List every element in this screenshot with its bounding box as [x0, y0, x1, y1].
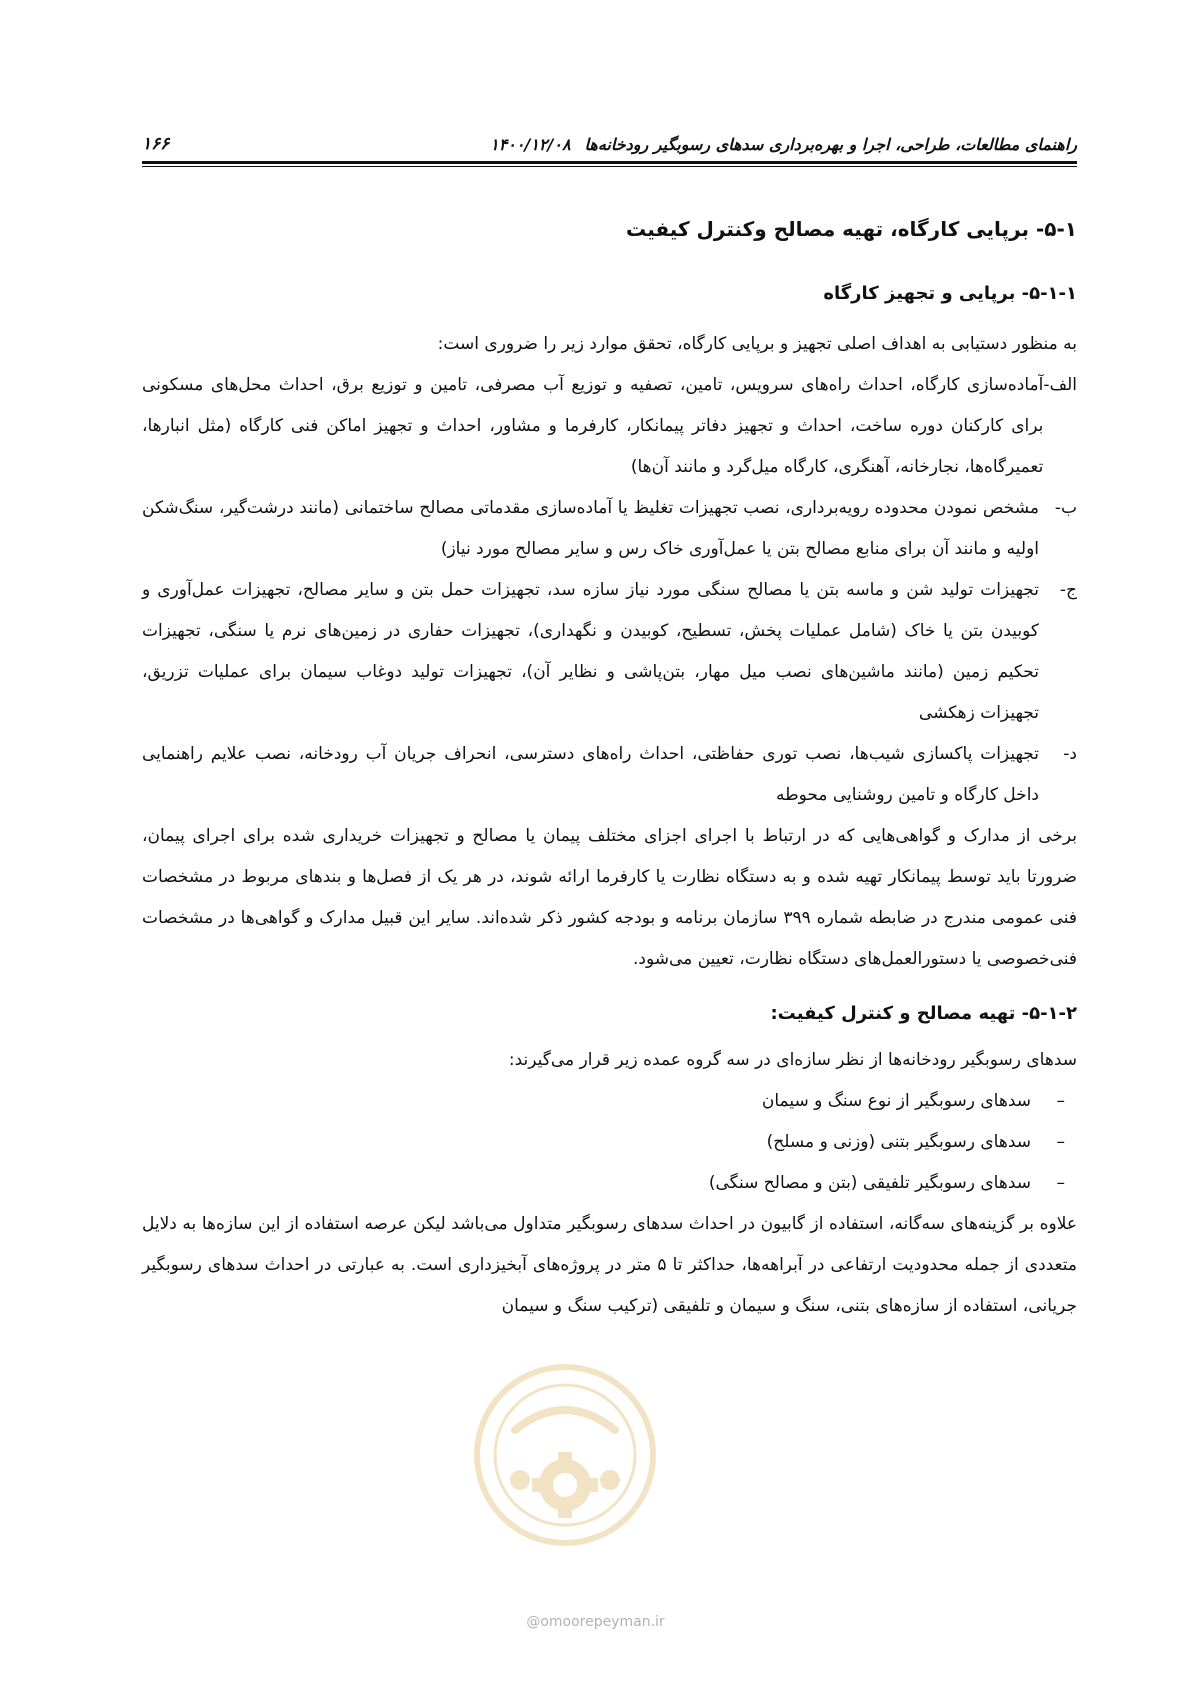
document-body	[142, 200, 1077, 1327]
list-item-label: ج-	[1059, 580, 1077, 600]
watermark-site: @omoorepeyman.ir	[526, 1614, 665, 1630]
header-date: ۱۴۰۰/۱۲/۰۸	[490, 135, 571, 154]
list-item-dal	[142, 734, 1077, 816]
list-item-text: تجهیزات تولید شن و ماسه بتن یا مصالح سنگی مورد نیاز سازه سد، تجهیزات حمل بتن و سایر مصالح، تجهیزات عمل‌آوری و کوبیدن بتن یا خاک (شامل عملیات پخش، تسطیح، کوبیدن و نگهداری)، تجهیزات حفاری در زمین‌های نرم یا سنگی، تجهیزات تحکیم زمین (مانند ماشین‌های نصب میل مهار، بتن‌پاشی و نظایر آن)، تجهیزات تولید دوغاب سیمان برای عملیات تزریق، تجهیزات زهکشی	[142, 580, 1039, 723]
page-header	[142, 126, 1077, 154]
list-item-label: الف-	[1043, 375, 1077, 395]
subsection-1-closing: برخی از مدارک و گواهی‌هایی که در ارتباط با اجرای اجزای مختلف پیمان یا مصالح و تجهیزات خریداری شده برای اجرای پیمان، ضرورتا باید توسط پیمانکار تهیه شده و به دستگاه نظارت یا کارفرما ارائه شوند، در هر یک از فصل‌ها و بندهای مربوط در مشخصات فنی عمومی مندرج در ضابطه شماره ۳۹۹ سازمان برنامه و بودجه کشور ذکر شده‌اند. سایر این قبیل مدارک و گواهی‌ها در مشخصات فنی‌خصوصی یا دستورالعمل‌های دستگاه نظارت، تعیین می‌شود.	[142, 826, 1077, 969]
page-number: ۱۶۶	[142, 134, 170, 154]
list-item-text: مشخص نمودن محدوده رویه‌برداری، نصب تجهیزات تغلیظ یا آماده‌سازی مقدماتی مصالح ساختمانی (مانند درشت‌گیر، سنگ‌شکن اولیه و مانند آن برای منابع مصالح بتن یا عمل‌آوری خاک رس و سایر مصالح مورد نیاز)	[142, 498, 1039, 559]
list-item-text: سدهای رسوبگیر از نوع سنگ و سیمان	[761, 1091, 1031, 1111]
bullet-dash: –	[1056, 1132, 1065, 1152]
subsection-2-heading: ۵-۱-۲- تهیه مصالح و کنترل کیفیت:	[770, 1003, 1077, 1024]
list-item-text: آماده‌سازی کارگاه، احداث راه‌های سرویس، تامین، تصفیه و توزیع آب مصرفی، تامین و توزیع برق، احداث محل‌های مسکونی برای کارکنان دوره ساخت، احداث و تجهیز دفاتر پیمانکار، کارفرما و مشاور، احداث و تجهیز اماکن فنی کارگاه (مثل انبارها، تعمیرگاه‌ها، نجارخانه، آهنگری، کارگاه میل‌گرد و مانند آن‌ها)	[142, 375, 1044, 477]
list-item	[142, 1163, 1065, 1204]
header-rule-thick	[142, 161, 1077, 164]
list-item-text: سدهای رسوبگیر تلفیقی (بتن و مصالح سنگی)	[708, 1173, 1031, 1193]
list-item	[142, 1081, 1065, 1122]
list-item-label: د-	[1063, 744, 1077, 764]
list-item-alef	[142, 365, 1077, 488]
list-item-text: سدهای رسوبگیر بتنی (وزنی و مسلح)	[766, 1132, 1031, 1152]
list-item-jim	[142, 570, 1077, 734]
bullet-dash: –	[1056, 1091, 1065, 1111]
watermark-site-text: omoorepeyman.ir	[540, 1614, 665, 1630]
section-heading: ۵-۱- برپایی کارگاه، تهیه مصالح وکنترل کیفیت	[626, 217, 1077, 241]
header-title-group	[490, 135, 1077, 154]
watermark-logo-icon	[470, 1360, 660, 1550]
list-item-be	[142, 488, 1077, 570]
header-rule-thin	[142, 166, 1077, 167]
running-title: راهنمای مطالعات، طراحی، اجرا و بهره‌برداری سدهای رسوبگیر رودخانه‌ها	[584, 135, 1077, 154]
list-item-label: ب-	[1054, 498, 1077, 518]
subsection-2-closing: علاوه بر گزینه‌های سه‌گانه، استفاده از گابیون در احداث سدهای رسوبگیر متداول می‌باشد لیکن عرصه استفاده از این سازه‌ها به دلایل متعددی از جمله محدودیت ارتفاعی در آبراهه‌ها، حداکثر تا ۵ متر در پروژه‌های آبخیزداری است. به عبارتی در احداث سدهای رسوبگیر جریانی، استفاده از سازه‌های بتنی، سنگ و سیمان و تلفیقی (ترکیب سنگ و سیمان	[142, 1214, 1077, 1316]
subsection-2-intro: سدهای رسوبگیر رودخانه‌ها از نظر سازه‌ای در سه گروه عمده زیر قرار می‌گیرند:	[508, 1050, 1077, 1070]
list-item-text: تجهیزات پاکسازی شیب‌ها، نصب توری حفاظتی، احداث راه‌های دسترسی، انحراف جریان آب رودخانه، نصب علایم راهنمایی داخل کارگاه و تامین روشنایی محوطه	[142, 744, 1039, 805]
dam-types-list	[142, 1081, 1077, 1204]
subsection-1-heading: ۵-۱-۱- برپایی و تجهیز کارگاه	[823, 283, 1077, 304]
subsection-1-intro: به منظور دستیابی به اهداف اصلی تجهیز و برپایی کارگاه، تحقق موارد زیر را ضروری است:	[437, 334, 1077, 354]
list-item	[142, 1122, 1065, 1163]
bullet-dash: –	[1056, 1173, 1065, 1193]
